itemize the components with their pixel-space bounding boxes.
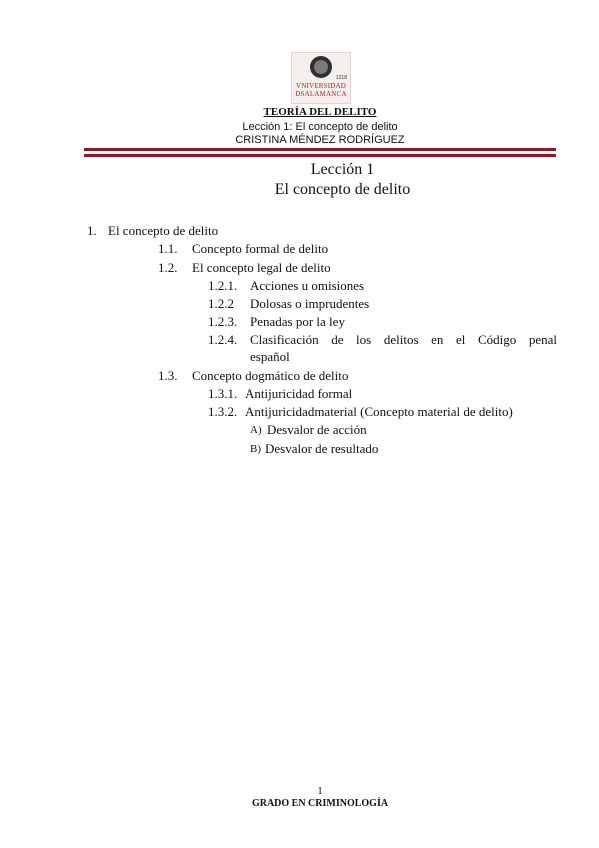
logo-text-line2: DSALAMANCA xyxy=(295,90,347,98)
page-number: 1 xyxy=(317,785,323,797)
toc-text: Antijuricidad formal xyxy=(245,386,353,401)
toc-number: 1.2. xyxy=(158,260,178,275)
lesson-subtitle: Lección 1: El concepto de delito xyxy=(242,121,398,133)
toc-text: Desvalor de acción xyxy=(267,422,367,437)
toc-text: El concepto de delito xyxy=(108,223,219,238)
toc-text-continuation: español xyxy=(250,349,290,364)
toc-number: 1. xyxy=(87,223,97,238)
course-title: TEORÍA DEL DELITO xyxy=(263,106,377,118)
toc-number: 1.2.4. xyxy=(208,332,238,347)
toc-text: El concepto legal de delito xyxy=(192,260,331,275)
toc-number: 1.2.3. xyxy=(208,314,238,329)
toc-text: Desvalor de resultado xyxy=(265,441,379,456)
toc-text: Concepto dogmático de delito xyxy=(192,368,349,383)
toc-number: 1.3. xyxy=(158,368,178,383)
logo-text-line1: VNIVERSIDAD xyxy=(295,82,347,90)
toc-number: 1.3.2. xyxy=(208,404,238,419)
footer-program: GRADO EN CRIMINOLOGÍA xyxy=(251,798,389,809)
logo-year: 1218 xyxy=(335,75,347,81)
toc-number: A) xyxy=(250,424,262,436)
toc-number: 1.2.1. xyxy=(208,278,238,293)
toc-text: Concepto formal de delito xyxy=(192,241,329,256)
toc-number: 1.2.2 xyxy=(208,296,234,311)
toc-text: Antijuricidadmaterial (Concepto material de delito) xyxy=(245,404,513,419)
toc-number: B) xyxy=(250,443,261,455)
toc-text: Dolosas o imprudentes xyxy=(250,296,370,311)
toc-number: 1.3.1. xyxy=(208,386,238,401)
toc-text: Clasificación de los delitos en el Código penal xyxy=(250,332,557,347)
toc-number: 1.1. xyxy=(158,241,178,256)
toc-text: Penadas por la ley xyxy=(250,314,345,329)
toc-text: Acciones u omisiones xyxy=(250,278,365,293)
author-name: CRISTINA MÉNDEZ RODRÍGUEZ xyxy=(235,134,405,146)
lesson-heading: Lección 1 xyxy=(310,161,375,178)
lesson-subheading: El concepto de delito xyxy=(274,181,411,198)
